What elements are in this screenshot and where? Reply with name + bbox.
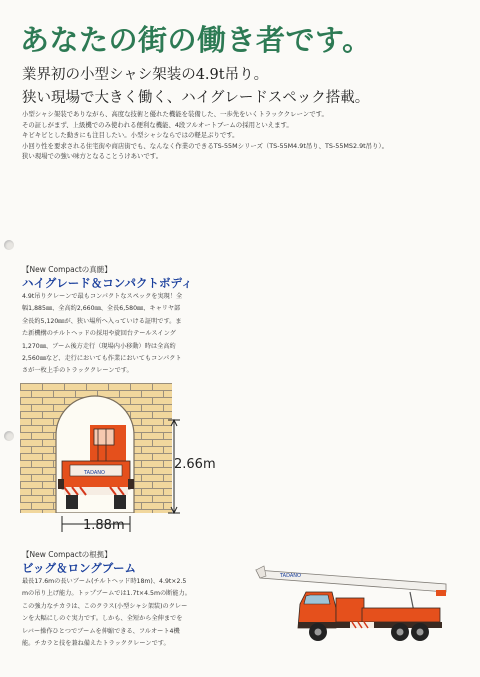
section2-text bbox=[22, 576, 191, 650]
intro-line: 小型シャシ架装でありながら、高度な技術と優れた機能を装備した、一歩先をいくトラッククレーンです。 bbox=[22, 110, 328, 118]
section2-heading: ビッグ＆ロングブーム bbox=[22, 561, 136, 575]
page-title: あなたの街の働き者です。 bbox=[20, 23, 372, 57]
boom-brand-label: TADANO bbox=[280, 573, 301, 579]
section2-line: mの吊り上げ能力。トップブームでは1.7t×4.5mの断能力。 bbox=[22, 590, 191, 598]
binder-hole bbox=[4, 240, 14, 250]
section2-line: ンを大幅にしのぐ実力です。しかも、全短から全伸までを bbox=[22, 615, 183, 623]
intro-line: その証しがまず、上級機でのみ使われる便利な機能、4段フルオートブームの採用といえます。 bbox=[22, 120, 293, 129]
section1-line: 1,270㎜、ブーム後方走行（現場内小移動）時は全高約 bbox=[22, 342, 176, 350]
section1-line: た新機構のチルトヘッドの採用や旋回台テールスイング bbox=[22, 330, 176, 338]
section1-tag: 【New Compactの真髄】 bbox=[22, 265, 112, 274]
section1-line: 2,560㎜など、走行においても作業においてもコンパクト bbox=[22, 355, 182, 363]
section1-text bbox=[22, 291, 182, 378]
height-label: 2.66m bbox=[174, 457, 216, 472]
intro-line: キビキビとした動きにも注目したい。小型シャシならではの軽足ぶりです。 bbox=[22, 131, 239, 140]
section1-line: 4.9t吊りクレーンで最もコンパクトなスペックを実現！全 bbox=[22, 293, 183, 300]
subtitle-line-1: 業界初の小型シャシ架装の4.9t吊り。 bbox=[22, 67, 269, 83]
width-label: 1.88m bbox=[83, 518, 125, 533]
section2-line: 最長17.6mの長いブーム(チルトヘッド時18m)、4.9t×2.5 bbox=[22, 578, 187, 585]
section2-line: 能。チカラと技を兼ね備えたトラッククレーンです。 bbox=[22, 640, 170, 648]
section2-line: レバー操作ひとつでブームを伸縮できる、フルオート4機 bbox=[22, 627, 180, 635]
intro-line: 小回り性を要求される住宅街や商店街でも、なんなく作業のできるTS-55Mシリーズ（TS-55M4.9t吊り、TS-55MS2.9t吊り）。 bbox=[22, 141, 389, 150]
intro-text bbox=[22, 109, 388, 162]
section1-line: 全長約5,120㎜が、狭い場所へ入っていける証明です。ま bbox=[22, 317, 182, 325]
section2-tag: 【New Compactの根拠】 bbox=[22, 550, 112, 559]
crane-truck-side-image bbox=[250, 562, 450, 647]
truck-brand-label: TADANO bbox=[84, 470, 105, 476]
tunnel-dimension-diagram bbox=[20, 383, 180, 513]
section1-line: さが一枚上手のトラッククレーンです。 bbox=[22, 367, 133, 375]
intro-line: 狭い現場での強い味方となることうけあいです。 bbox=[22, 152, 163, 161]
section2-line: この強力なチカラは、このクラス(小型シャシ架装)のクレー bbox=[22, 602, 188, 610]
section1-line: 幅1,885㎜、全高約2,660㎜、全長6,580㎜、キャリヤ部 bbox=[22, 305, 181, 313]
subtitle-line-2: 狭い現場で大きく働く、ハイグレードスペック搭載。 bbox=[22, 90, 370, 106]
binder-hole bbox=[4, 431, 14, 441]
section1-heading: ハイグレード＆コンパクトボディ bbox=[22, 276, 193, 290]
